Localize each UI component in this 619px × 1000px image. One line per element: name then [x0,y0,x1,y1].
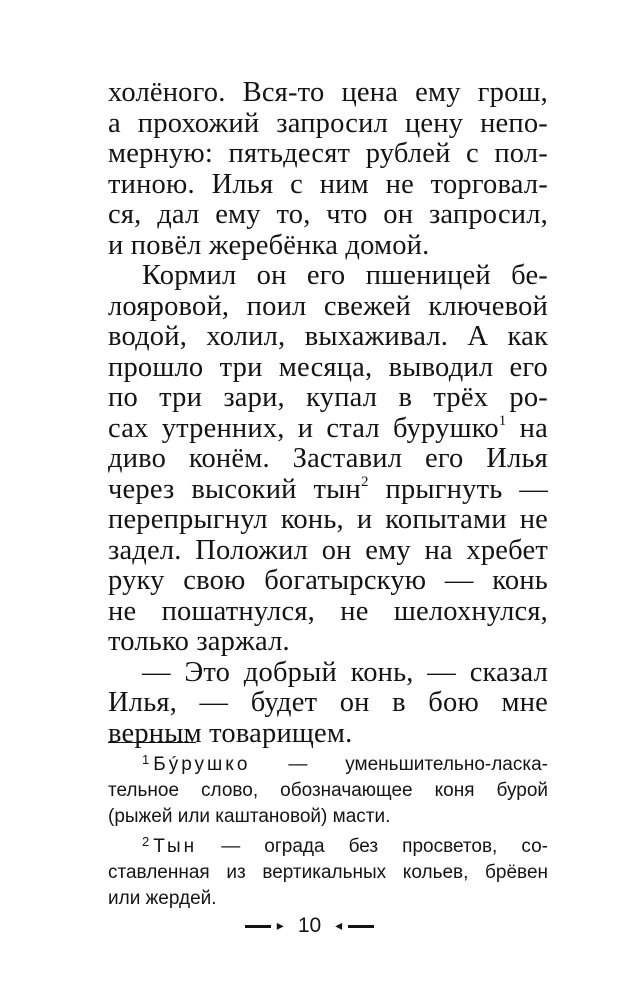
footnote-line: тельное слово, обозначающее коня бурой [108,780,548,801]
text-line: диво конём. Заставил его Илья [108,443,548,474]
text-fragment: сах утренних, и стал бурушко [108,412,499,444]
main-text [108,78,548,749]
text-line: не пошатнулся, не шелохнулся, [108,595,548,627]
footnotes [108,752,548,912]
text-line: мерную: пятьдесят рублей с пол- [108,138,548,169]
text-line-with-footnote-1 [108,414,548,445]
text-line: водой, холил, выхаживал. А как [108,321,548,352]
folio-rule-right [348,925,374,928]
footnote-term: Бýрушко [153,754,251,775]
paragraph-3 [108,658,548,750]
footnote-separator [108,742,196,743]
paragraph-1 [108,78,548,261]
folio-rule-left [245,925,271,928]
page-number-block [0,912,619,940]
footnote-term: Тын [153,836,198,857]
text-line: задел. Положил он ему на хребет [108,534,548,566]
text-line: по три зари, купал в трёх ро- [108,382,548,413]
footnote-text: — уменьшительно-ласка- [250,754,548,775]
text-line-with-footnote-2 [108,475,548,506]
footnote-1 [108,752,548,830]
text-line: руку свою богатырскую — конь [108,565,548,596]
text-line: и повёл жеребёнка домой. [108,229,430,261]
text-line: верным товарищем. [108,717,353,749]
text-line: Кормил он его пшеницей бе- [142,260,548,291]
page-number: 10 [297,914,322,937]
footnote-line: или жердей. [108,888,217,909]
text-line: ся, дал ему то, что он запросил, [108,199,548,230]
footnote-line [108,752,548,778]
text-fragment: через высокий тын [108,473,361,505]
text-line: а прохожий запросил цену непо- [108,107,548,139]
footnote-2 [108,834,548,912]
arrow-right-icon: ▸ [276,918,284,934]
text-line: перепрыгнул конь, и копытами не [108,504,548,535]
text-fragment: на [506,412,548,444]
footnote-line [108,834,548,860]
text-line: только заржал. [108,626,290,657]
text-line: холёного. Вся-то цена ему грош, [108,77,548,108]
text-line: — Это добрый конь, — сказал [142,656,548,688]
text-line: Илья, — будет он в бою мне [108,687,548,718]
arrow-left-icon: ◂ [335,918,343,934]
text-fragment: прыгнуть — [368,473,548,505]
text-line: лояровой, поил свежей ключевой [108,290,548,322]
text-line: тиною. Илья с ним не торговал- [108,168,548,200]
footnote-line: (рыжей или каштановой) масти. [108,806,391,827]
footnote-text: — ограда без просветов, со- [197,836,548,857]
footnote-mark: 1 [142,752,150,767]
footnote-ref-2: 2 [360,473,369,490]
text-line: прошло три месяца, выводил его [108,351,548,383]
footnote-mark: 2 [142,834,150,849]
paragraph-2 [108,261,548,658]
footnote-line: ставленная из вертикальных кольев, брёвен [108,862,548,883]
footnote-ref-1: 1 [498,412,507,429]
